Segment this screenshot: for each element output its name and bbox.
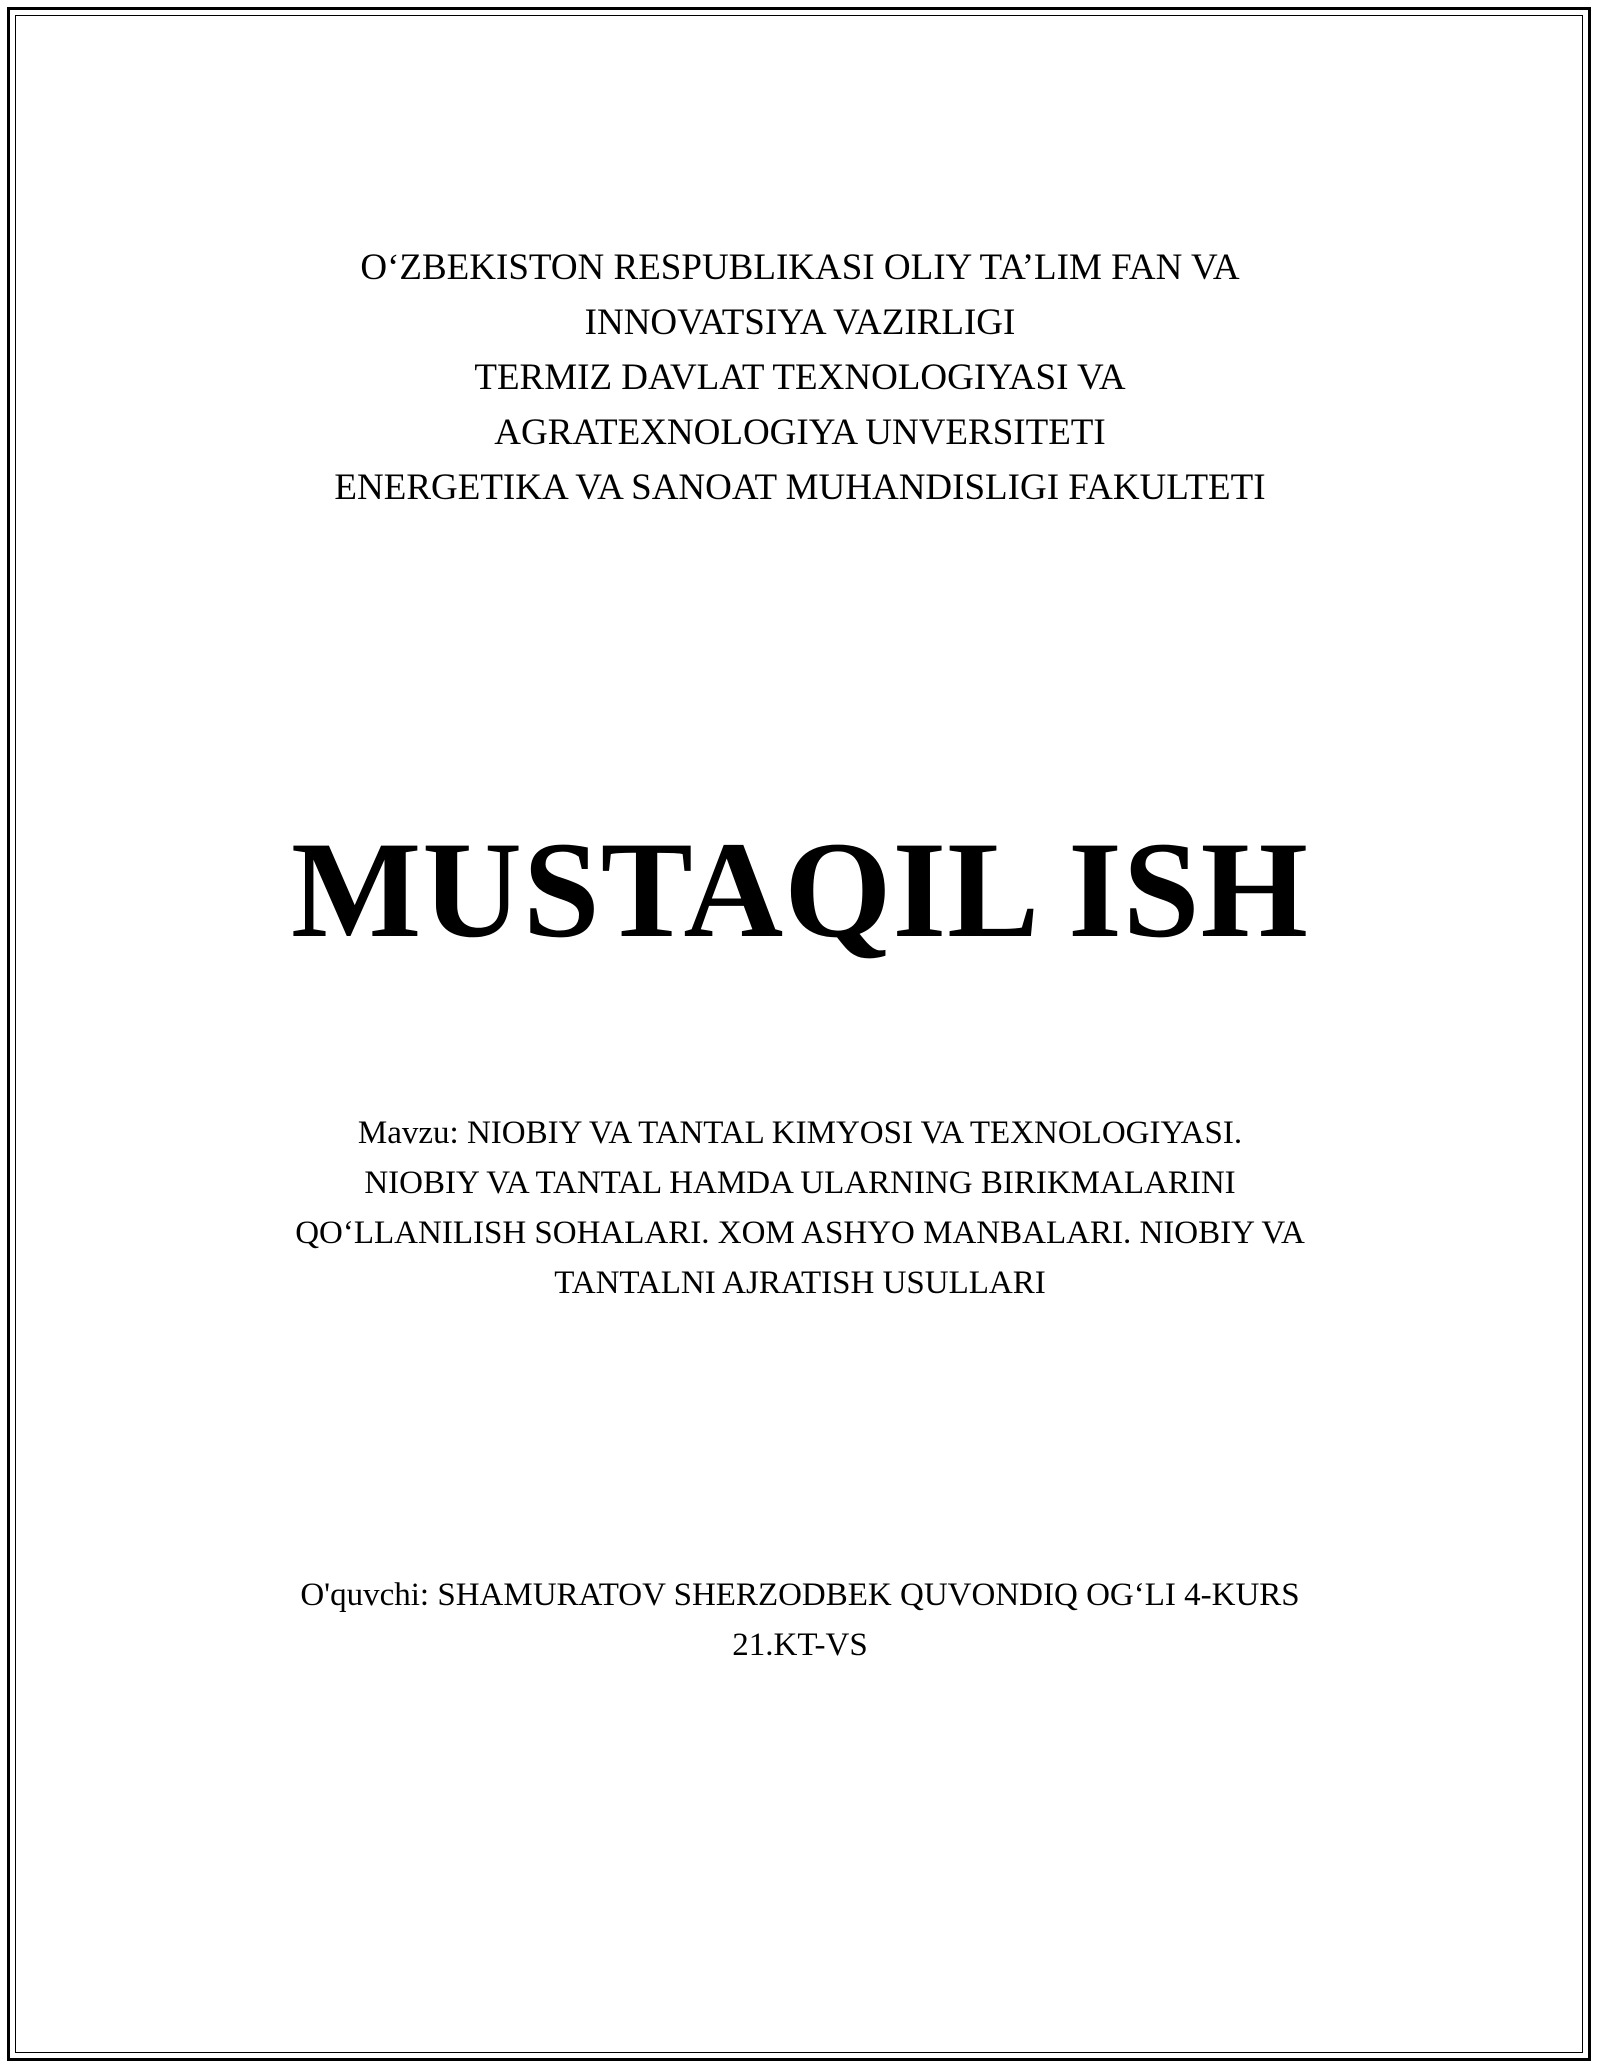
header-line: AGRATEXNOLOGIYA UNVERSITETI (494, 412, 1106, 453)
topic-line: TANTALNI AJRATISH USULLARI (554, 1265, 1046, 1301)
topic-block (0, 1108, 1600, 1308)
student-line: O'quvchi: SHAMURATOV SHERZODBEK QUVONDIQ OG‘LI 4-KURS (300, 1577, 1300, 1613)
header-line: TERMIZ DAVLAT TEXNOLOGIYASI VA (474, 357, 1126, 398)
document-title: MUSTAQIL ISH (291, 813, 1309, 966)
student-line: 21.KT-VS (732, 1627, 868, 1663)
institution-header (0, 240, 1600, 515)
topic-line: Mavzu: NIOBIY VA TANTAL KIMYOSI VA TEXNOLOGIYASI. (357, 1115, 1243, 1151)
topic-line: NIOBIY VA TANTAL HAMDA ULARNING BIRIKMALARINI (364, 1165, 1236, 1201)
header-line: O‘ZBEKISTON RESPUBLIKASI OLIY TA’LIM FAN VA (360, 247, 1240, 288)
student-block (0, 1570, 1600, 1670)
header-line: INNOVATSIYA VAZIRLIGI (584, 302, 1016, 343)
topic-line: QO‘LLANILISH SOHALARI. XOM ASHYO MANBALARI. NIOBIY VA (295, 1215, 1305, 1251)
header-line: ENERGETIKA VA SANOAT MUHANDISLIGI FAKULTETI (334, 467, 1266, 508)
